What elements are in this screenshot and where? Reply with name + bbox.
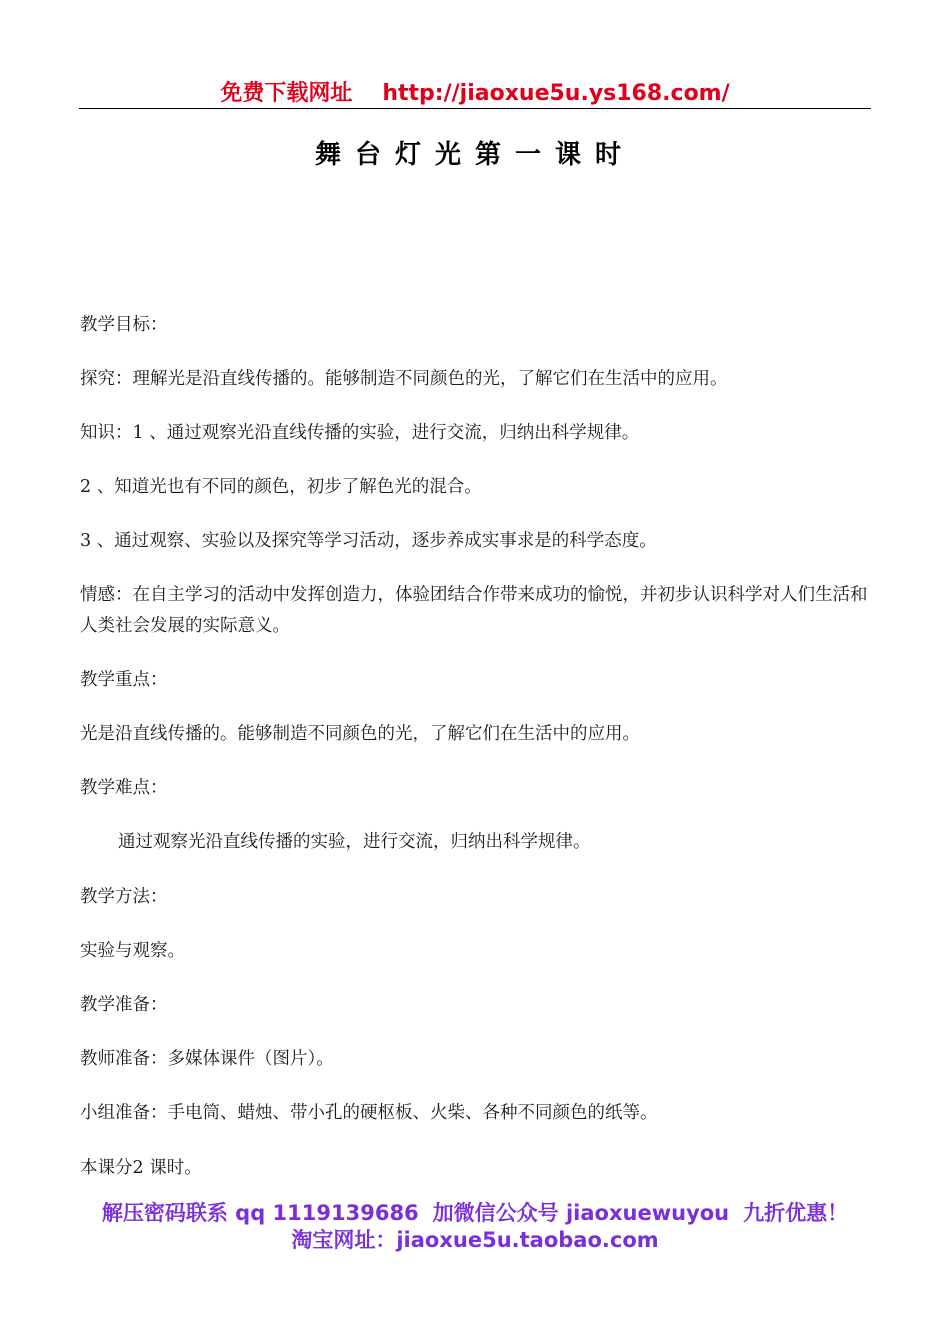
paragraph-knowledge-2: 2 、知道光也有不同的颜色，初步了解色光的混合。 [80, 477, 482, 497]
paragraph-difficulties: 通过观察光沿直线传播的实验，进行交流，归纳出科学规律。 [118, 832, 591, 852]
download-label: 免费下载网址 [220, 81, 353, 106]
section-heading-methods: 教学方法： [80, 887, 168, 907]
footer-taobao-line[interactable]: 淘宝网址：jiaoxue5u.taobao.com [291, 1228, 659, 1252]
paragraph-knowledge-1: 知识：1 、通过观察光沿直线传播的实验，进行交流，归纳出科学规律。 [80, 423, 640, 443]
download-url-link[interactable]: http://jiaoxue5u.ys168.com/ [382, 81, 730, 106]
footer-wechat: 加微信公众号 jiaoxuewuyou [432, 1201, 730, 1225]
paragraph-key-points: 光是沿直线传播的。能够制造不同颜色的光，了解它们在生活中的应用。 [80, 724, 640, 744]
paragraph-teacher-preparation: 教师准备：多媒体课件（图片）。 [80, 1049, 334, 1069]
header-divider [79, 108, 871, 109]
paragraph-methods: 实验与观察。 [80, 941, 185, 961]
paragraph-group-preparation: 小组准备：手电筒、蜡烛、带小孔的硬枢板、火柴、各种不同颜色的纸等。 [80, 1103, 658, 1123]
footer-discount: 九折优惠！ [743, 1201, 849, 1225]
page-title: 舞台灯光第一课时 [314, 140, 635, 170]
section-heading-preparation: 教学准备： [80, 995, 168, 1015]
paragraph-lesson-count: 本课分2 课时。 [80, 1158, 202, 1178]
section-heading-key-points: 教学重点： [80, 670, 168, 690]
footer-password: 解压密码联系 qq 1119139686 [101, 1201, 419, 1225]
paragraph-knowledge-3: 3 、通过观察、实验以及探究等学习活动，逐步养成实事求是的科学态度。 [80, 531, 657, 551]
paragraph-emotion: 情感：在自主学习的活动中发挥创造力，体验团结合作带来成功的愉悦，并初步认识科学对人们生活和人类社会发展的实际意义。 [80, 585, 868, 636]
section-heading-objectives: 教学目标： [80, 315, 168, 335]
paragraph-inquiry: 探究：理解光是沿直线传播的。能够制造不同颜色的光，了解它们在生活中的应用。 [80, 369, 728, 389]
footer-contact-line [0, 1197, 950, 1227]
section-heading-difficulties: 教学难点： [80, 778, 168, 798]
download-url-header [0, 76, 950, 107]
